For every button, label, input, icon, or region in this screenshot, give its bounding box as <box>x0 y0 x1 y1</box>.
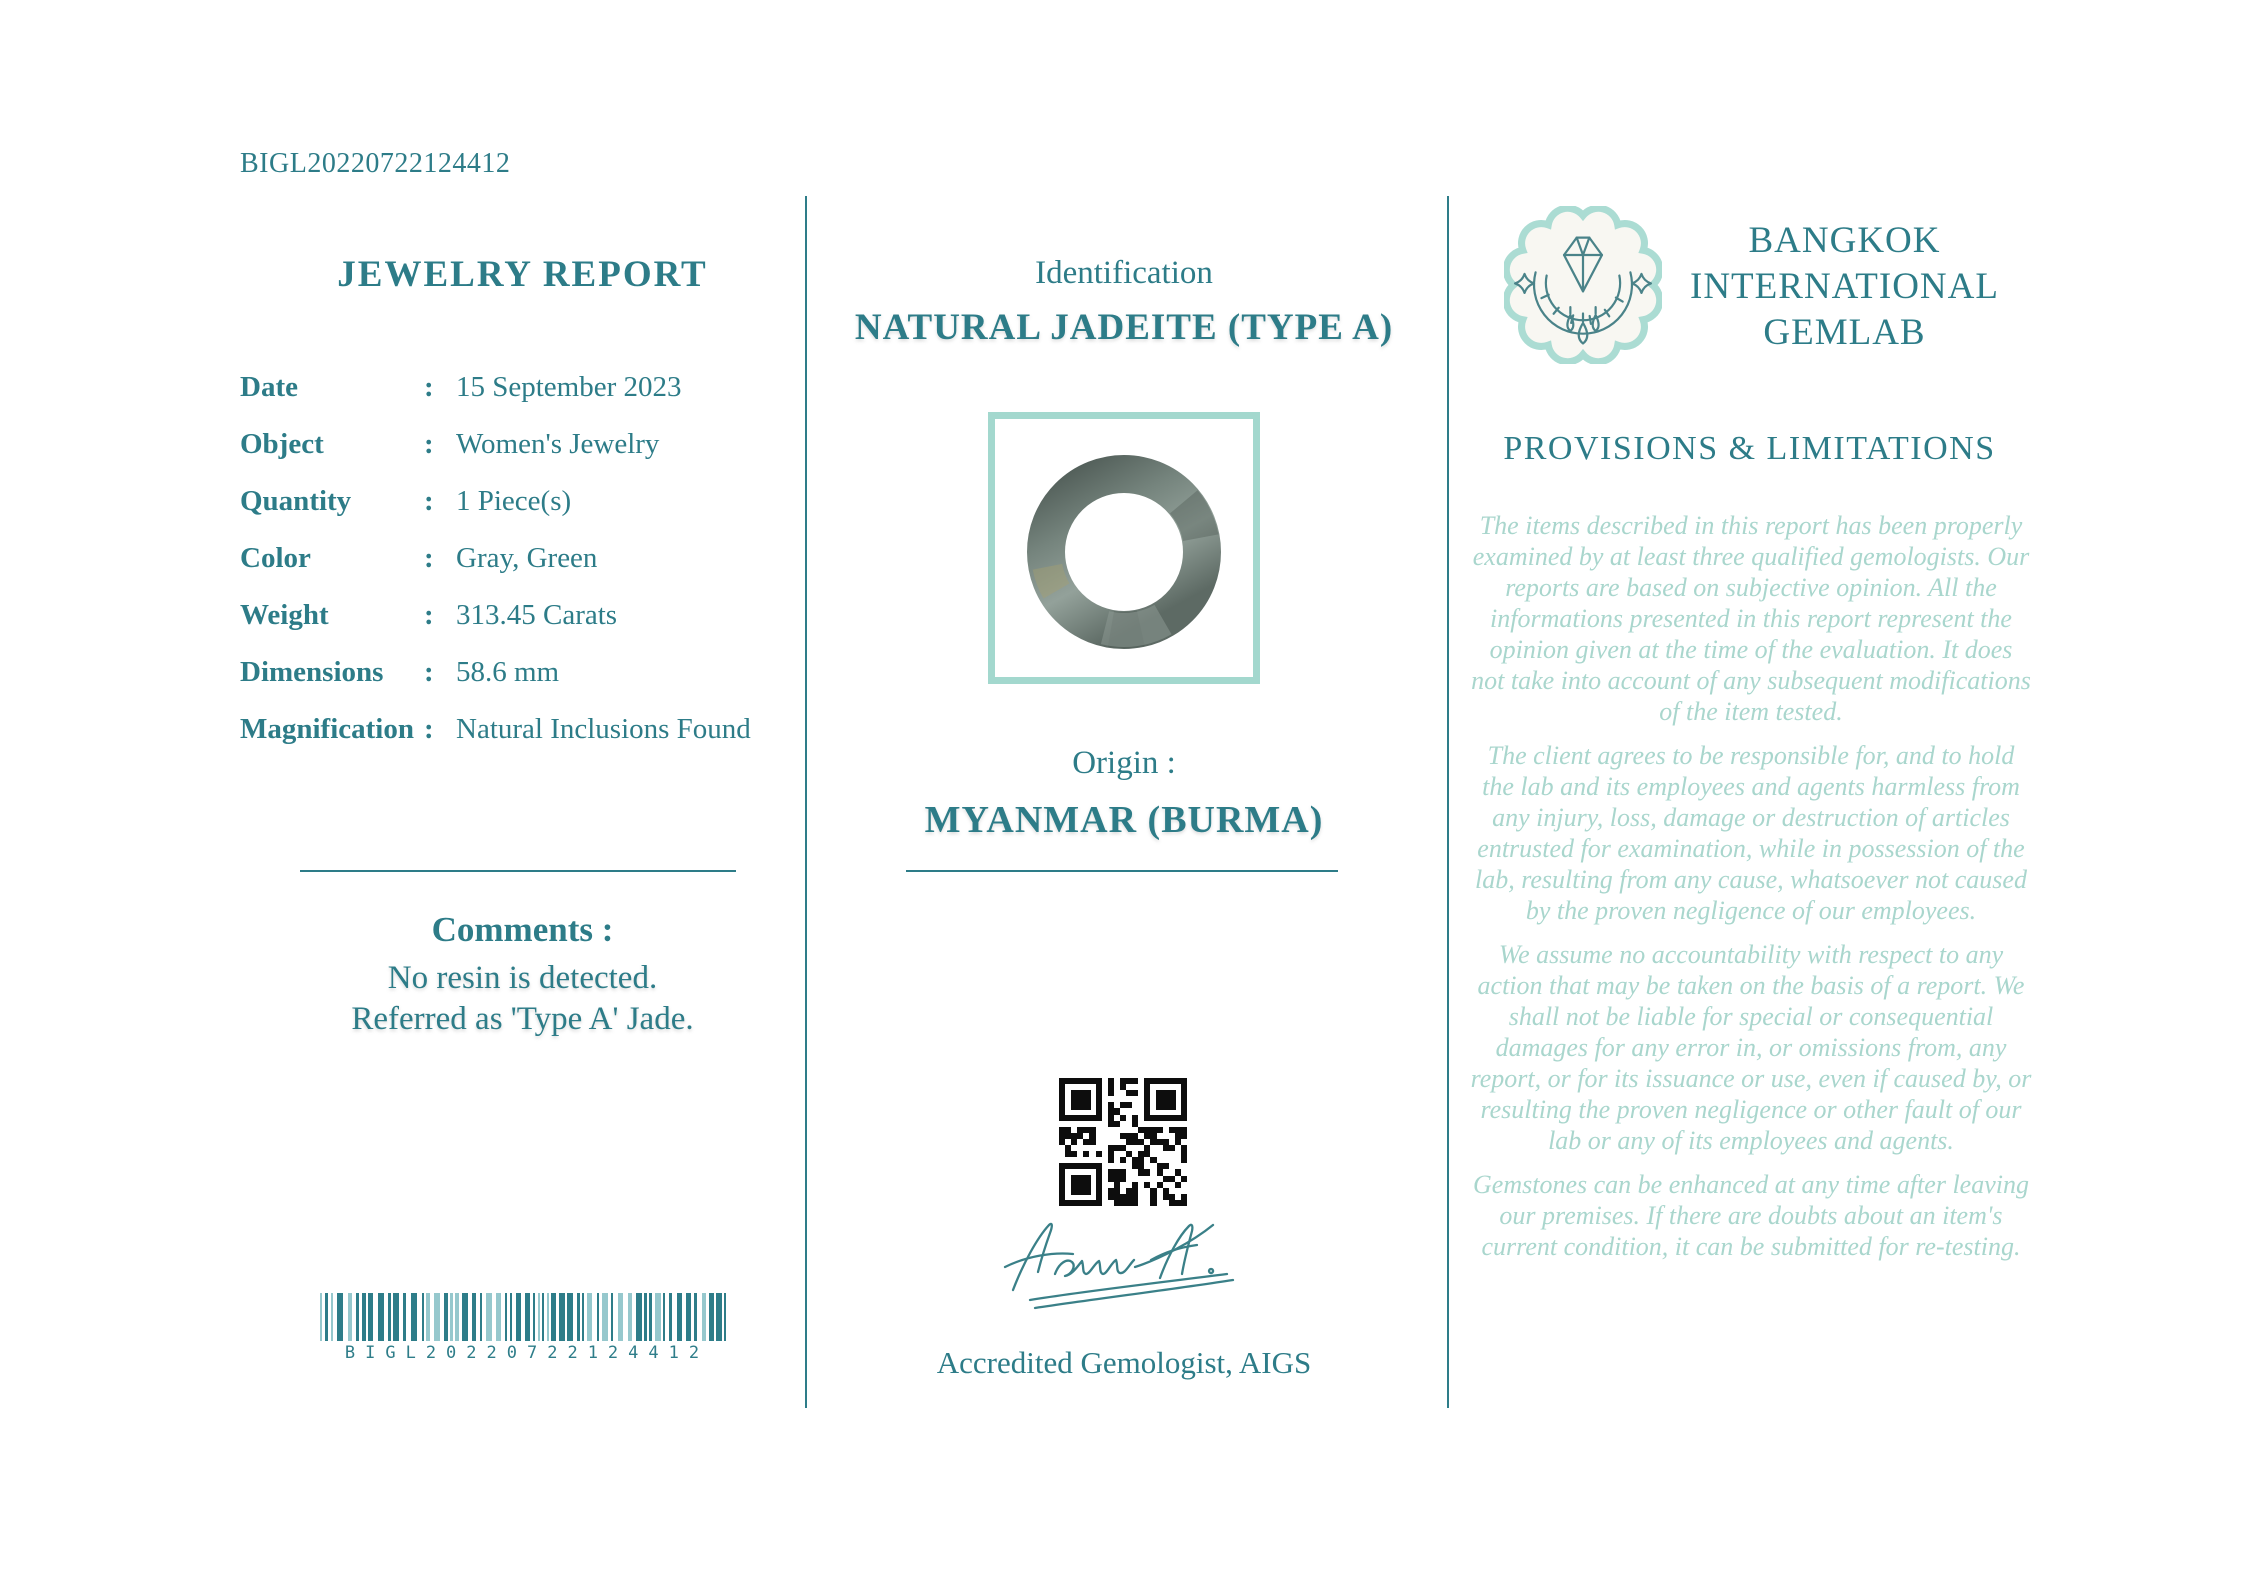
field-row-color <box>240 543 815 573</box>
report-fields <box>240 372 815 771</box>
comment-line: Referred as 'Type A' Jade. <box>351 1001 694 1037</box>
gemlab-logo <box>1504 206 1662 364</box>
field-row-date <box>240 372 815 402</box>
provisions-paragraph: The items described in this report has been properly examined by at least three qualified gemologists. Our reports are based on subjective opinion. All the informations presented in this report represent the opinion given at the time of the evaluation. It does not take into account of any subsequent modifications of the item tested. <box>1471 511 2031 726</box>
field-row-dimensions <box>240 657 815 687</box>
signer-title: Accredited Gemologist, AIGS <box>936 1345 1312 1380</box>
field-colon: : <box>424 428 434 460</box>
comment-line: No resin is detected. <box>387 960 658 996</box>
identification-label: Identification <box>1035 255 1213 291</box>
field-row-magnification <box>240 714 815 744</box>
field-label: Quantity <box>240 485 352 517</box>
provisions-text <box>1470 510 2032 1275</box>
qr-finder-icon <box>1059 1078 1102 1121</box>
barcode-text: BIGL20220722124412 <box>344 1343 710 1363</box>
field-row-weight <box>240 600 815 630</box>
field-colon: : <box>424 542 434 574</box>
comments-divider-line <box>300 870 736 872</box>
jade-bangle-image <box>995 419 1253 677</box>
field-colon: : <box>424 656 434 688</box>
field-value: Gray, Green <box>456 542 598 574</box>
field-value: 1 Piece(s) <box>456 485 572 517</box>
field-label: Magnification <box>240 713 414 745</box>
field-value: Natural Inclusions Found <box>456 713 751 745</box>
origin-value: MYANMAR (BURMA) <box>924 799 1324 841</box>
field-value: Women's Jewelry <box>456 428 660 460</box>
provisions-title: PROVISIONS & LIMITATIONS <box>1503 430 1996 467</box>
field-row-quantity <box>240 486 815 516</box>
jade-bangle-photo <box>988 412 1260 684</box>
field-value: 58.6 mm <box>456 656 560 688</box>
qr-finder-icon <box>1059 1163 1102 1206</box>
field-label: Date <box>240 371 298 403</box>
lab-name: BANGKOK INTERNATIONAL GEMLAB <box>1690 220 1999 353</box>
identification-value: NATURAL JADEITE (TYPE A) <box>854 307 1394 348</box>
gemologist-signature <box>975 1208 1275 1326</box>
qr-finder-icon <box>1144 1078 1187 1121</box>
field-label: Object <box>240 428 324 460</box>
origin-label: Origin : <box>1072 745 1176 781</box>
field-label: Dimensions <box>240 656 384 688</box>
field-colon: : <box>424 485 434 517</box>
provisions-paragraph: Gemstones can be enhanced at any time after leaving our premises. If there are doubts about an item's current condition, it can be submitted for re-testing. <box>1473 1170 2029 1261</box>
comments-title: Comments : <box>431 910 614 949</box>
report-number: BIGL20220722124412 <box>240 148 511 179</box>
qr-modules <box>1059 1078 1187 1206</box>
field-value: 313.45 Carats <box>456 599 618 631</box>
column-divider-left <box>805 196 807 1408</box>
barcode-bars <box>320 1293 734 1341</box>
field-colon: : <box>424 371 434 403</box>
report-title: JEWELRY REPORT <box>337 254 708 295</box>
provisions-paragraph: The client agrees to be responsible for, and to hold the lab and its employees and agents harmless from any injury, loss, damage or destruction of articles entrusted for examination, while in possession of the lab, resulting from any cause, whatsoever not caused by the proven negligence of our employees. <box>1475 741 2027 925</box>
field-label: Weight <box>240 599 329 631</box>
field-colon: : <box>424 713 434 745</box>
column-divider-right <box>1447 196 1449 1408</box>
field-label: Color <box>240 542 311 574</box>
provisions-paragraph: We assume no accountability with respect to any action that may be taken on the basis of a report. We shall not be liable for special or consequential damages for any error in, or omissions from, any report, or for its issuance or use, even if caused by, or resulting the proven negligence or other fault of our lab or any of its employees and agents. <box>1470 940 2032 1155</box>
comments-text <box>225 958 820 1040</box>
origin-divider-line <box>906 870 1338 872</box>
field-colon: : <box>424 599 434 631</box>
gemlab-logo-icon <box>1504 206 1662 364</box>
field-value: 15 September 2023 <box>456 371 682 403</box>
field-row-object <box>240 429 815 459</box>
